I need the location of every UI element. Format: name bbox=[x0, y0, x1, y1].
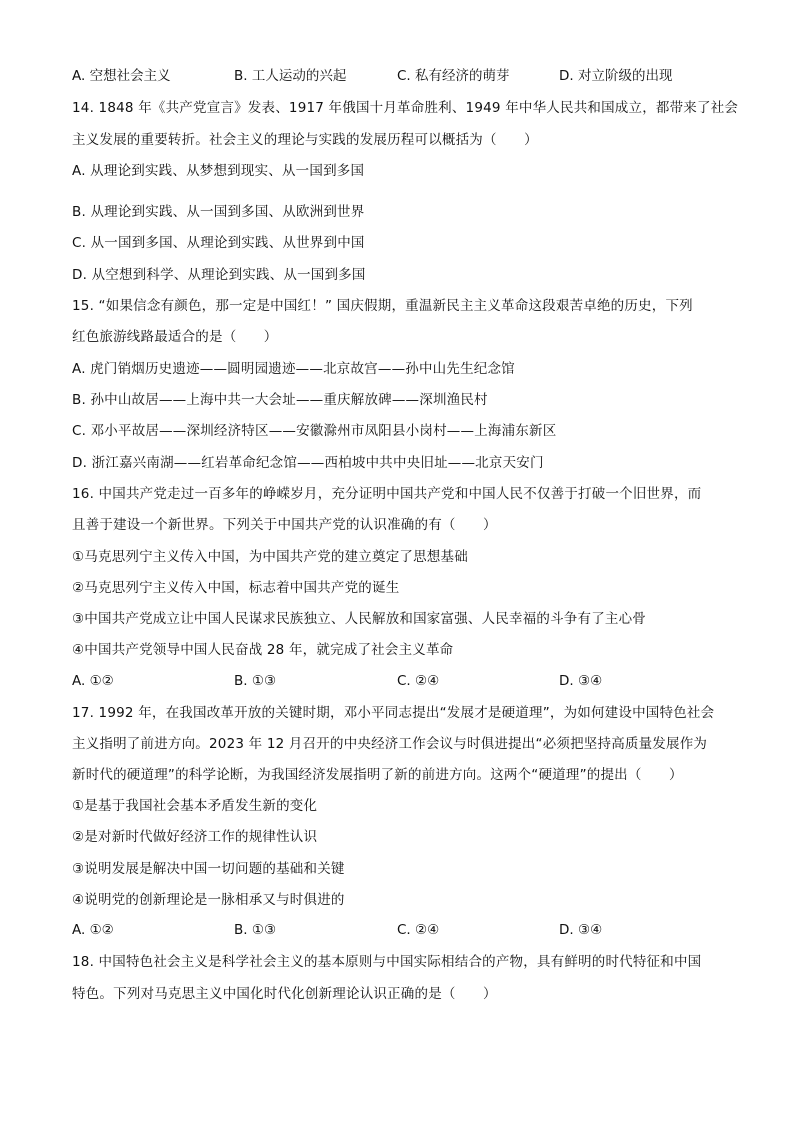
q13-option-c: C. 私有经济的萌芽 bbox=[397, 68, 510, 84]
q14-option-d: D. 从空想到科学、从理论到实践、从一国到多国 bbox=[72, 267, 366, 283]
q18-stem-line-1: 18. 中国特色社会主义是科学社会主义的基本原则与中国实际相结合的产物，具有鲜明的时代特征和中国 bbox=[72, 954, 702, 970]
q16-option-b: B. ①③ bbox=[234, 673, 277, 689]
q17-option-d: D. ③④ bbox=[559, 922, 603, 938]
q13-option-d: D. 对立阶级的出现 bbox=[559, 68, 673, 84]
q15-stem-line-1: 15. “如果信念有颜色，那一定是中国红！” 国庆假期，重温新民主主义革命这段艰苦卓绝的历史，下列 bbox=[72, 298, 693, 314]
q17-option-c: C. ②④ bbox=[397, 922, 440, 938]
q15-stem-line-2: 红色旅游线路最适合的是（ ） bbox=[72, 329, 278, 345]
q18-stem-line-2: 特色。下列对马克思主义中国化时代化创新理论认识正确的是（ ） bbox=[72, 986, 497, 1002]
q16-option-c: C. ②④ bbox=[397, 673, 440, 689]
q17-statement-3: ③说明发展是解决中国一切问题的基础和关键 bbox=[72, 861, 345, 877]
q17-stem-line-2: 主义指明了前进方向。2023 年 12 月召开的中央经济工作会议与时俱进提出“必须把坚持高质量发展作为 bbox=[72, 736, 708, 752]
q17-stem-line-3: 新时代的硬道理”的科学论断，为我国经济发展指明了新的前进方向。这两个“硬道理”的提出（ ） bbox=[72, 767, 683, 783]
q17-option-a: A. ①② bbox=[72, 922, 114, 938]
q17-stem-line-1: 17. 1992 年，在我国改革开放的关键时期，邓小平同志提出“发展才是硬道理”，为如何建设中国特色社会 bbox=[72, 705, 715, 721]
q17-statement-4: ④说明党的创新理论是一脉相承又与时俱进的 bbox=[72, 892, 345, 908]
q16-statement-1: ①马克思列宁主义传入中国，为中国共产党的建立奠定了思想基础 bbox=[72, 549, 468, 565]
q15-option-c: C. 邓小平故居——深圳经济特区——安徽滁州市凤阳县小岗村——上海浦东新区 bbox=[72, 423, 557, 439]
q14-option-a: A. 从理论到实践、从梦想到现实、从一国到多国 bbox=[72, 163, 365, 179]
q16-option-a: A. ①② bbox=[72, 673, 114, 689]
q15-option-a: A. 虎门销烟历史遗迹——圆明园遗迹——北京故宫——孙中山先生纪念馆 bbox=[72, 361, 515, 377]
q15-option-d: D. 浙江嘉兴南湖——红岩革命纪念馆——西柏坡中共中央旧址——北京天安门 bbox=[72, 455, 544, 471]
q14-option-b: B. 从理论到实践、从一国到多国、从欧洲到世界 bbox=[72, 204, 365, 220]
q14-stem-line-2: 主义发展的重要转折。社会主义的理论与实践的发展历程可以概括为（ ） bbox=[72, 132, 538, 148]
q16-statement-4: ④中国共产党领导中国人民奋战 28 年，就完成了社会主义革命 bbox=[72, 642, 454, 658]
q16-stem-line-2: 且善于建设一个新世界。下列关于中国共产党的认识准确的有（ ） bbox=[72, 517, 497, 533]
q13-option-b: B. 工人运动的兴起 bbox=[234, 68, 347, 84]
q15-option-b: B. 孙中山故居——上海中共一大会址——重庆解放碑——深圳渔民村 bbox=[72, 392, 488, 408]
q16-stem-line-1: 16. 中国共产党走过一百多年的峥嵘岁月，充分证明中国共产党和中国人民不仅善于打破一个旧世界，而 bbox=[72, 486, 702, 502]
q14-option-c: C. 从一国到多国、从理论到实践、从世界到中国 bbox=[72, 235, 365, 251]
q17-statement-2: ②是对新时代做好经济工作的规律性认识 bbox=[72, 829, 318, 845]
q17-option-b: B. ①③ bbox=[234, 922, 277, 938]
q16-statement-3: ③中国共产党成立让中国人民谋求民族独立、人民解放和国家富强、人民幸福的斗争有了主心骨 bbox=[72, 611, 647, 627]
q16-option-d: D. ③④ bbox=[559, 673, 603, 689]
q14-stem-line-1: 14. 1848 年《共产党宣言》发表、1917 年俄国十月革命胜利、1949 年中华人民共和国成立，都带来了社会 bbox=[72, 100, 739, 116]
q13-option-a: A. 空想社会主义 bbox=[72, 68, 171, 84]
q16-statement-2: ②马克思列宁主义传入中国，标志着中国共产党的诞生 bbox=[72, 580, 400, 596]
q17-statement-1: ①是基于我国社会基本矛盾发生新的变化 bbox=[72, 798, 318, 814]
